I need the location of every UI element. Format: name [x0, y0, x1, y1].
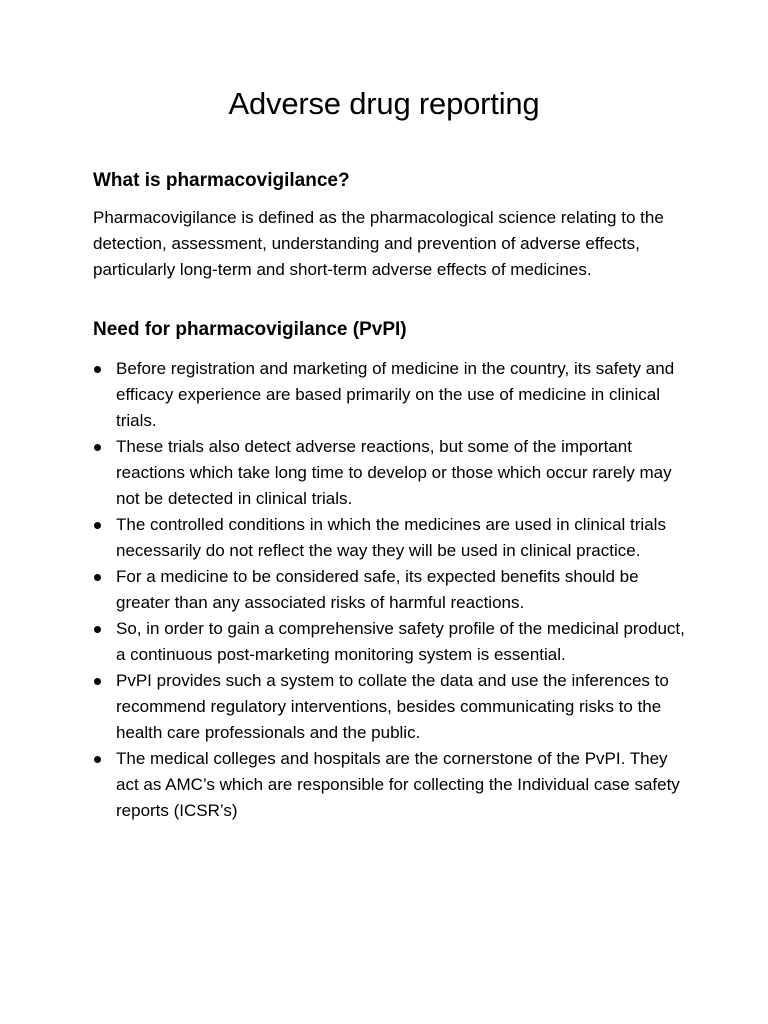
bullet-icon: [94, 366, 101, 373]
bullet-icon: [94, 522, 101, 529]
list-item-text: PvPI provides such a system to collate the data and use the inferences to recommend regulatory interventions, besides communicating risks to the health care professionals and the public.: [116, 671, 669, 742]
list-item-text: These trials also detect adverse reactions, but some of the important reactions which take long time to develop or those which occur rarely may not be detected in clinical trials.: [116, 437, 672, 508]
list-item: [93, 668, 693, 746]
bullet-icon: [94, 444, 101, 451]
list-item-text: The medical colleges and hospitals are the cornerstone of the PvPI. They act as AMC’s which are responsible for collecting the Individual case safety reports (ICSR’s): [116, 749, 680, 820]
list-item-text: Before registration and marketing of medicine in the country, its safety and efficacy experience are based primarily on the use of medicine in clinical trials.: [116, 359, 675, 430]
list-item: [93, 434, 693, 512]
bullet-icon: [94, 626, 101, 633]
list-item: [93, 564, 693, 616]
list-item: [93, 512, 693, 564]
section-heading-need: Need for pharmacovigilance (PvPI): [93, 319, 407, 340]
section-heading-what-is: What is pharmacovigilance?: [93, 170, 350, 191]
list-item-text: The controlled conditions in which the medicines are used in clinical trials necessarily do not reflect the way they will be used in clinical practice.: [116, 515, 666, 560]
list-item: [93, 356, 693, 434]
bullet-icon: [94, 756, 101, 763]
list-item: [93, 746, 693, 824]
bullet-icon: [94, 678, 101, 685]
bullet-list: [93, 356, 693, 824]
list-item-text: So, in order to gain a comprehensive safety profile of the medicinal product, a continuous post-marketing monitoring system is essential.: [116, 619, 685, 664]
list-item: [93, 616, 693, 668]
list-item-text: For a medicine to be considered safe, its expected benefits should be greater than any associated risks of harmful reactions.: [116, 567, 639, 612]
definition-paragraph: Pharmacovigilance is defined as the pharmacological science relating to the detection, assessment, understanding and prevention of adverse effects, particularly long-term and short-term adverse effects of medicines.: [93, 208, 664, 279]
bullet-icon: [94, 574, 101, 581]
page-title: Adverse drug reporting: [228, 86, 540, 121]
